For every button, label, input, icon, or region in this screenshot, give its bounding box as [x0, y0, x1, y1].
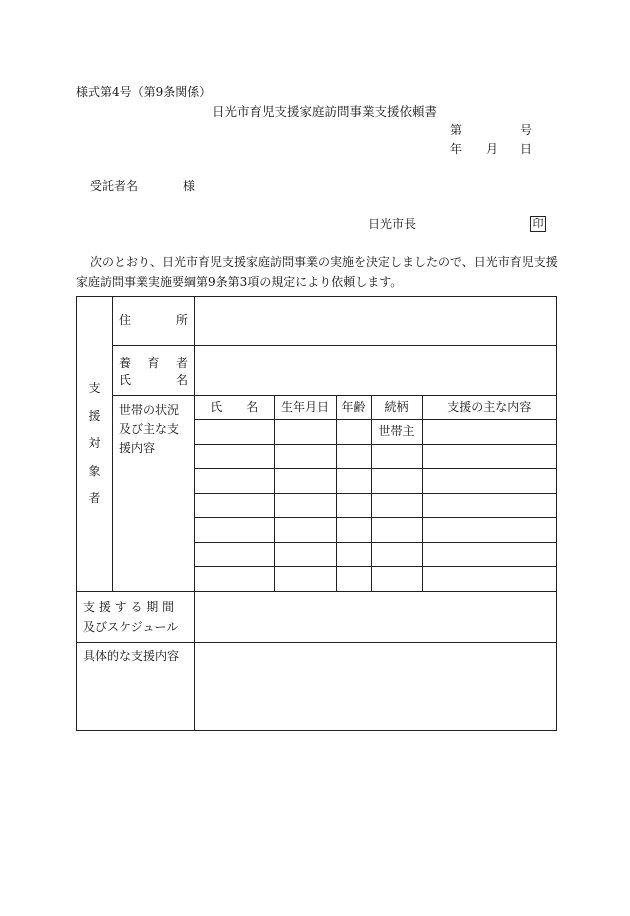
- table-row: [195, 542, 556, 567]
- table-row: [195, 518, 556, 543]
- number-go: 号: [520, 123, 533, 137]
- date-year: 年: [450, 142, 463, 156]
- support-target-label: 支 援 対 象 者: [77, 297, 113, 592]
- relation-head-of-household: 世帯主: [371, 420, 422, 445]
- recipient-sama: 様: [183, 179, 196, 193]
- body-line-1: 次のとおり、日光市育児支援家庭訪問事業の実施を決定しましたので、日光市育児支援: [90, 255, 558, 269]
- mayor-label: 日光市長: [368, 217, 417, 231]
- guardian-name-field[interactable]: [195, 346, 557, 396]
- column-support-content: 支援の主な内容: [422, 396, 556, 420]
- table-row: [195, 567, 556, 591]
- address-label: 住 所: [113, 297, 195, 346]
- household-label: 世帯の状況及び主な支援内容: [113, 395, 195, 591]
- body-line-2: 家庭訪問事業実施要綱第9条第3項の規定により依頼します。: [76, 275, 403, 289]
- support-form-table: [76, 296, 557, 731]
- table-row: [195, 493, 556, 518]
- household-grid: [195, 395, 557, 591]
- number-dai: 第: [450, 123, 463, 137]
- column-birthdate: 生年月日: [274, 396, 336, 420]
- address-field[interactable]: [195, 297, 557, 346]
- date-day: 日: [520, 142, 533, 156]
- column-name: 氏 名: [195, 396, 274, 420]
- table-row: [195, 469, 556, 494]
- specific-support-label: 具体的な支援内容: [77, 642, 195, 730]
- table-row: [195, 444, 556, 469]
- support-period-label: 支 援 す る 期 間 及びスケジュール: [77, 591, 195, 642]
- form-number: 様式第4号（第9条関係）: [76, 85, 212, 99]
- column-age: 年齢: [336, 396, 371, 420]
- specific-support-field[interactable]: [195, 642, 557, 730]
- document-title: 日光市育児支援家庭訪問事業支援依頼書: [212, 104, 438, 119]
- support-period-field[interactable]: [195, 591, 557, 642]
- date-month: 月: [486, 142, 499, 156]
- guardian-name-label: 養 育 者 氏 名: [113, 346, 195, 396]
- table-row: [195, 420, 556, 445]
- seal-icon: 印: [530, 216, 546, 232]
- column-relation: 続柄: [371, 396, 422, 420]
- household-members-table: [195, 396, 556, 591]
- recipient-label: 受託者名: [90, 179, 139, 193]
